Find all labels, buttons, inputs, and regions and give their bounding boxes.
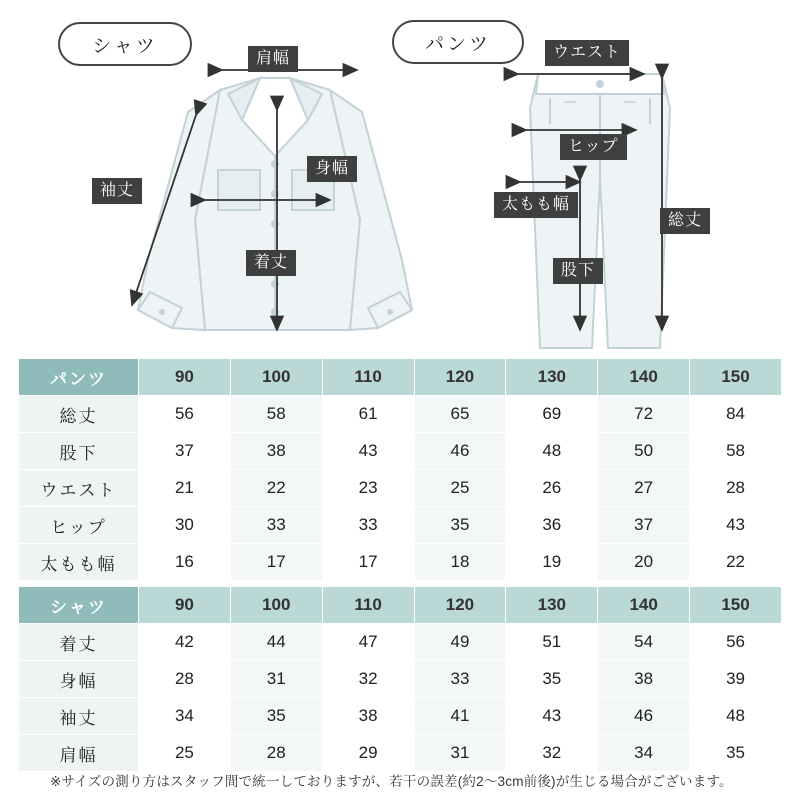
data-cell: 51: [506, 624, 598, 661]
data-cell: 23: [322, 470, 414, 507]
data-cell: 37: [598, 507, 690, 544]
pants-measure-arrows: [480, 0, 800, 352]
row-label: 身幅: [19, 661, 139, 698]
data-cell: 34: [139, 698, 231, 735]
tag-body-length: 着丈: [246, 250, 296, 276]
data-cell: 29: [322, 735, 414, 772]
data-cell: 58: [690, 433, 782, 470]
data-cell: 43: [322, 433, 414, 470]
data-cell: 54: [598, 624, 690, 661]
data-cell: 36: [506, 507, 598, 544]
table-row: [19, 735, 782, 772]
data-cell: 21: [139, 470, 231, 507]
data-cell: 58: [230, 396, 322, 433]
data-cell: 38: [230, 433, 322, 470]
row-label: 着丈: [19, 624, 139, 661]
garment-diagram: [0, 0, 800, 352]
data-cell: 43: [690, 507, 782, 544]
data-cell: 31: [414, 735, 506, 772]
data-cell: 48: [690, 698, 782, 735]
data-cell: 42: [139, 624, 231, 661]
tag-waist: ウエスト: [545, 40, 629, 66]
table-row: [19, 396, 782, 433]
data-cell: 37: [139, 433, 231, 470]
data-cell: 35: [506, 661, 598, 698]
header-cell: 140: [598, 587, 690, 624]
data-cell: 22: [690, 544, 782, 581]
data-cell: 35: [414, 507, 506, 544]
data-cell: 50: [598, 433, 690, 470]
tag-total-length: 総丈: [660, 208, 710, 234]
shirt-title-pill: シャツ: [58, 22, 192, 66]
table-header-row: [19, 587, 782, 624]
header-cell: 130: [506, 359, 598, 396]
data-cell: 20: [598, 544, 690, 581]
table-row: [19, 544, 782, 581]
data-cell: 28: [230, 735, 322, 772]
table-row: [19, 470, 782, 507]
data-cell: 32: [322, 661, 414, 698]
data-cell: 25: [414, 470, 506, 507]
tag-sleeve-length: 袖丈: [92, 178, 142, 204]
header-cell: 90: [139, 359, 231, 396]
table-row: [19, 698, 782, 735]
data-cell: 22: [230, 470, 322, 507]
data-cell: 33: [322, 507, 414, 544]
data-cell: 30: [139, 507, 231, 544]
tag-thigh-width: 太もも幅: [494, 192, 578, 218]
tag-inseam: 股下: [553, 258, 603, 284]
data-cell: 26: [506, 470, 598, 507]
data-cell: 35: [230, 698, 322, 735]
data-cell: 72: [598, 396, 690, 433]
row-label: 肩幅: [19, 735, 139, 772]
header-cell: 110: [322, 359, 414, 396]
pants-title-pill: パンツ: [392, 20, 524, 64]
data-cell: 61: [322, 396, 414, 433]
data-cell: 69: [506, 396, 598, 433]
tag-chest-width: 身幅: [307, 156, 357, 182]
data-cell: 39: [690, 661, 782, 698]
row-label: 太もも幅: [19, 544, 139, 581]
data-cell: 65: [414, 396, 506, 433]
row-label: 股下: [19, 433, 139, 470]
data-cell: 33: [230, 507, 322, 544]
data-cell: 56: [690, 624, 782, 661]
header-cell: パンツ: [19, 359, 139, 396]
data-cell: 41: [414, 698, 506, 735]
data-cell: 56: [139, 396, 231, 433]
pants-size-table: [18, 358, 782, 581]
row-label: ウエスト: [19, 470, 139, 507]
data-cell: 43: [506, 698, 598, 735]
header-cell: 150: [690, 587, 782, 624]
header-cell: 120: [414, 587, 506, 624]
data-cell: 33: [414, 661, 506, 698]
row-label: 総丈: [19, 396, 139, 433]
row-label: 袖丈: [19, 698, 139, 735]
data-cell: 48: [506, 433, 598, 470]
disclaimer-note: ※サイズの測り方はスタッフ間で統一しておりますが、若干の誤差(約2～3cm前後)が生じる場合がございます。: [50, 774, 733, 789]
data-cell: 46: [414, 433, 506, 470]
row-label: ヒップ: [19, 507, 139, 544]
tag-hip: ヒップ: [560, 134, 627, 160]
data-cell: 18: [414, 544, 506, 581]
data-cell: 31: [230, 661, 322, 698]
data-cell: 16: [139, 544, 231, 581]
data-cell: 47: [322, 624, 414, 661]
table-header-row: [19, 359, 782, 396]
data-cell: 17: [322, 544, 414, 581]
data-cell: 25: [139, 735, 231, 772]
data-cell: 44: [230, 624, 322, 661]
header-cell: 100: [230, 587, 322, 624]
data-cell: 28: [690, 470, 782, 507]
data-cell: 34: [598, 735, 690, 772]
data-cell: 28: [139, 661, 231, 698]
data-cell: 17: [230, 544, 322, 581]
header-cell: 120: [414, 359, 506, 396]
data-cell: 49: [414, 624, 506, 661]
data-cell: 27: [598, 470, 690, 507]
header-cell: シャツ: [19, 587, 139, 624]
header-cell: 140: [598, 359, 690, 396]
tag-shoulder-width: 肩幅: [248, 46, 298, 72]
table-row: [19, 661, 782, 698]
data-cell: 19: [506, 544, 598, 581]
data-cell: 46: [598, 698, 690, 735]
table-row: [19, 507, 782, 544]
header-cell: 110: [322, 587, 414, 624]
data-cell: 38: [322, 698, 414, 735]
header-cell: 130: [506, 587, 598, 624]
data-cell: 38: [598, 661, 690, 698]
data-cell: 32: [506, 735, 598, 772]
header-cell: 90: [139, 587, 231, 624]
table-row: [19, 624, 782, 661]
data-cell: 35: [690, 735, 782, 772]
header-cell: 100: [230, 359, 322, 396]
data-cell: 84: [690, 396, 782, 433]
table-row: [19, 433, 782, 470]
header-cell: 150: [690, 359, 782, 396]
shirt-size-table: [18, 586, 782, 772]
